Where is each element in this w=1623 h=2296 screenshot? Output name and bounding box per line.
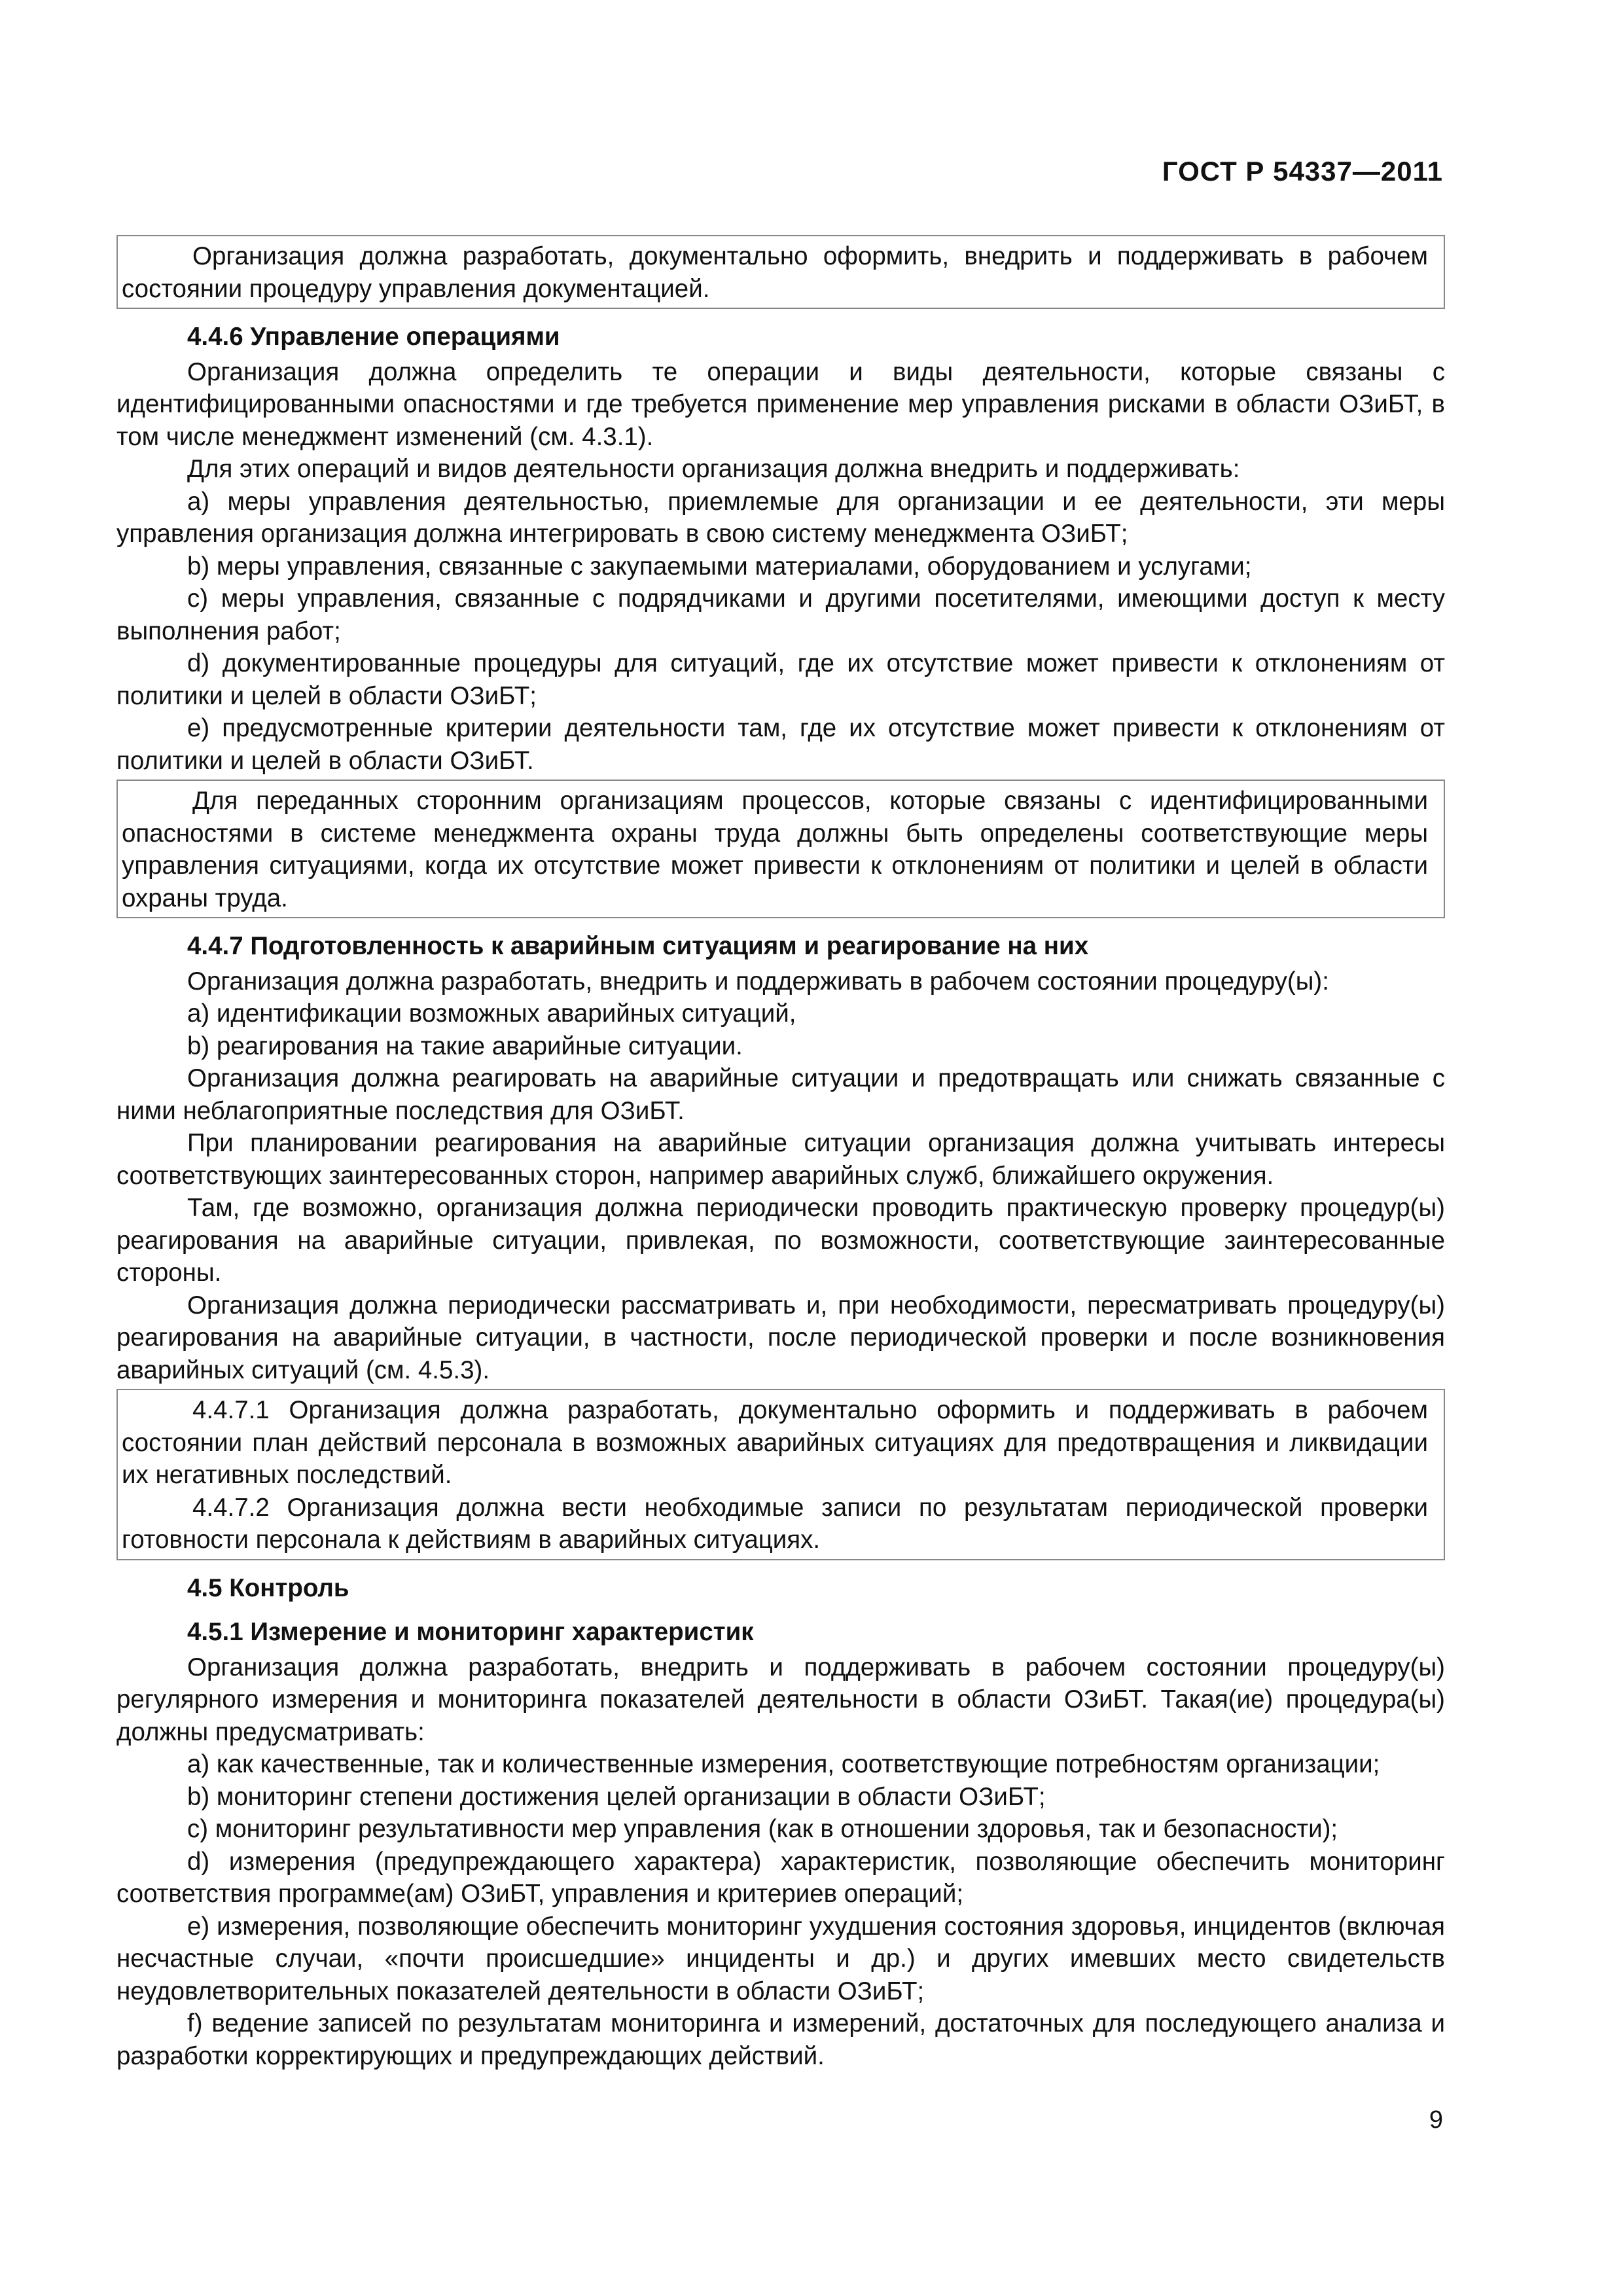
list-item: f) ведение записей по результатам мониторинга и измерений, достаточных для последующего анализа и разработки корректирующих и предупреждающих действий.: [116, 2009, 1445, 2070]
list-item: d) измерения (предупреждающего характера) характеристик, позволяющие обеспечить мониторинг соответствия программе(ам) ОЗиБТ, управления и критериев операций;: [116, 1847, 1445, 1908]
section-heading: 4.4.7 Подготовленность к аварийным ситуациям и реагирование на них: [187, 932, 1089, 960]
list-item: e) измерения, позволяющие обеспечить мониторинг ухудшения состояния здоровья, инцидентов (включая несчастные случаи, «почти происшедшие» инциденты и др.) и других имевших место свидетельств неудовлетворительных показателей деятельности в области ОЗиБТ;: [116, 1912, 1445, 2005]
paragraph: Организация должна разработать, документально оформить, внедрить и поддерживать в рабочем состоянии процедуру управления документацией.: [122, 242, 1428, 303]
page-number: 9: [1429, 2106, 1443, 2134]
boxed-note: [116, 235, 1445, 309]
paragraph: Там, где возможно, организация должна периодически проводить практическую проверку процедур(ы) реагирования на аварийные ситуации, привлекая, по возможности, соответствующие заинтересованные стороны.: [116, 1194, 1445, 1287]
paragraph: Организация должна реагировать на аварийные ситуации и предотвращать или снижать связанные с ними неблагоприятные последствия для ОЗиБТ.: [116, 1064, 1445, 1125]
list-item: c) меры управления, связанные с подрядчиками и другими посетителями, имеющими доступ к месту выполнения работ;: [116, 584, 1445, 645]
list-item: e) предусмотренные критерии деятельности там, где их отсутствие может привести к отклонениям от политики и целей в области ОЗиБТ.: [116, 714, 1445, 775]
boxed-note: [116, 1389, 1445, 1560]
paragraph: Организация должна разработать, внедрить и поддерживать в рабочем состоянии процедуру(ы) регулярного измерения и мониторинга показателей деятельности в области ОЗиБТ. Такая(ие) процедура(ы) должны предусматривать:: [116, 1653, 1445, 1746]
paragraph: 4.4.7.1 Организация должна разработать, документально оформить и поддерживать в рабочем состоянии план действий персонала в возможных аварийных ситуациях для предотвращения и ликвидации их негативных последствий.: [122, 1396, 1428, 1489]
paragraph: Организация должна разработать, внедрить и поддерживать в рабочем состоянии процедуру(ы):: [187, 967, 1329, 996]
list-item: d) документированные процедуры для ситуаций, где их отсутствие может привести к отклонениям от политики и целей в области ОЗиБТ;: [116, 649, 1445, 710]
paragraph: При планировании реагирования на аварийные ситуации организация должна учитывать интересы соответствующих заинтересованных сторон, например аварийных служб, ближайшего окружения.: [116, 1129, 1445, 1190]
list-item: b) меры управления, связанные с закупаемыми материалами, оборудованием и услугами;: [187, 552, 1252, 581]
list-item: b) мониторинг степени достижения целей организации в области ОЗиБТ;: [187, 1782, 1046, 1811]
paragraph: Организация должна периодически рассматривать и, при необходимости, пересматривать процедуру(ы) реагирования на аварийные ситуации, в частности, после периодической проверки и после возникновения аварийных ситуаций (см. 4.5.3).: [116, 1291, 1445, 1384]
section-heading: 4.5.1 Измерение и мониторинг характеристик: [187, 1618, 754, 1646]
paragraph: Для этих операций и видов деятельности организация должна внедрить и поддерживать:: [187, 455, 1240, 483]
list-item: a) как качественные, так и количественные измерения, соответствующие потребностям организации;: [187, 1750, 1380, 1778]
list-item: a) меры управления деятельностью, приемлемые для организации и ее деятельности, эти меры управления организация должна интегрировать в свою систему менеджмента ОЗиБТ;: [116, 487, 1445, 548]
document-body: [116, 232, 1445, 2072]
paragraph: 4.4.7.2 Организация должна вести необходимые записи по результатам периодической проверки готовности персонала к действиям в аварийных ситуациях.: [122, 1493, 1428, 1554]
list-item: a) идентификации возможных аварийных ситуаций,: [187, 999, 796, 1028]
paragraph: Для переданных сторонним организациям процессов, которые связаны с идентифицированными опасностями в системе менеджмента охраны труда должны быть определены соответствующие меры управления ситуациями, когда их отсутствие может привести к отклонениям от политики и целей в области охраны труда.: [122, 787, 1428, 912]
section-heading: 4.5 Контроль: [187, 1573, 349, 1602]
list-item: c) мониторинг результативности мер управления (как в отношении здоровья, так и безопасности);: [187, 1815, 1338, 1843]
section-heading: 4.4.6 Управление операциями: [187, 323, 560, 351]
boxed-note: [116, 780, 1445, 918]
document-header-id: ГОСТ Р 54337—2011: [1162, 156, 1443, 187]
paragraph: Организация должна определить те операции и виды деятельности, которые связаны с идентифицированными опасностями и где требуется применение мер управления рисками в области ОЗиБТ, в том числе менеджмент изменений (см. 4.3.1).: [116, 357, 1445, 451]
list-item: b) реагирования на такие аварийные ситуации.: [187, 1031, 743, 1060]
